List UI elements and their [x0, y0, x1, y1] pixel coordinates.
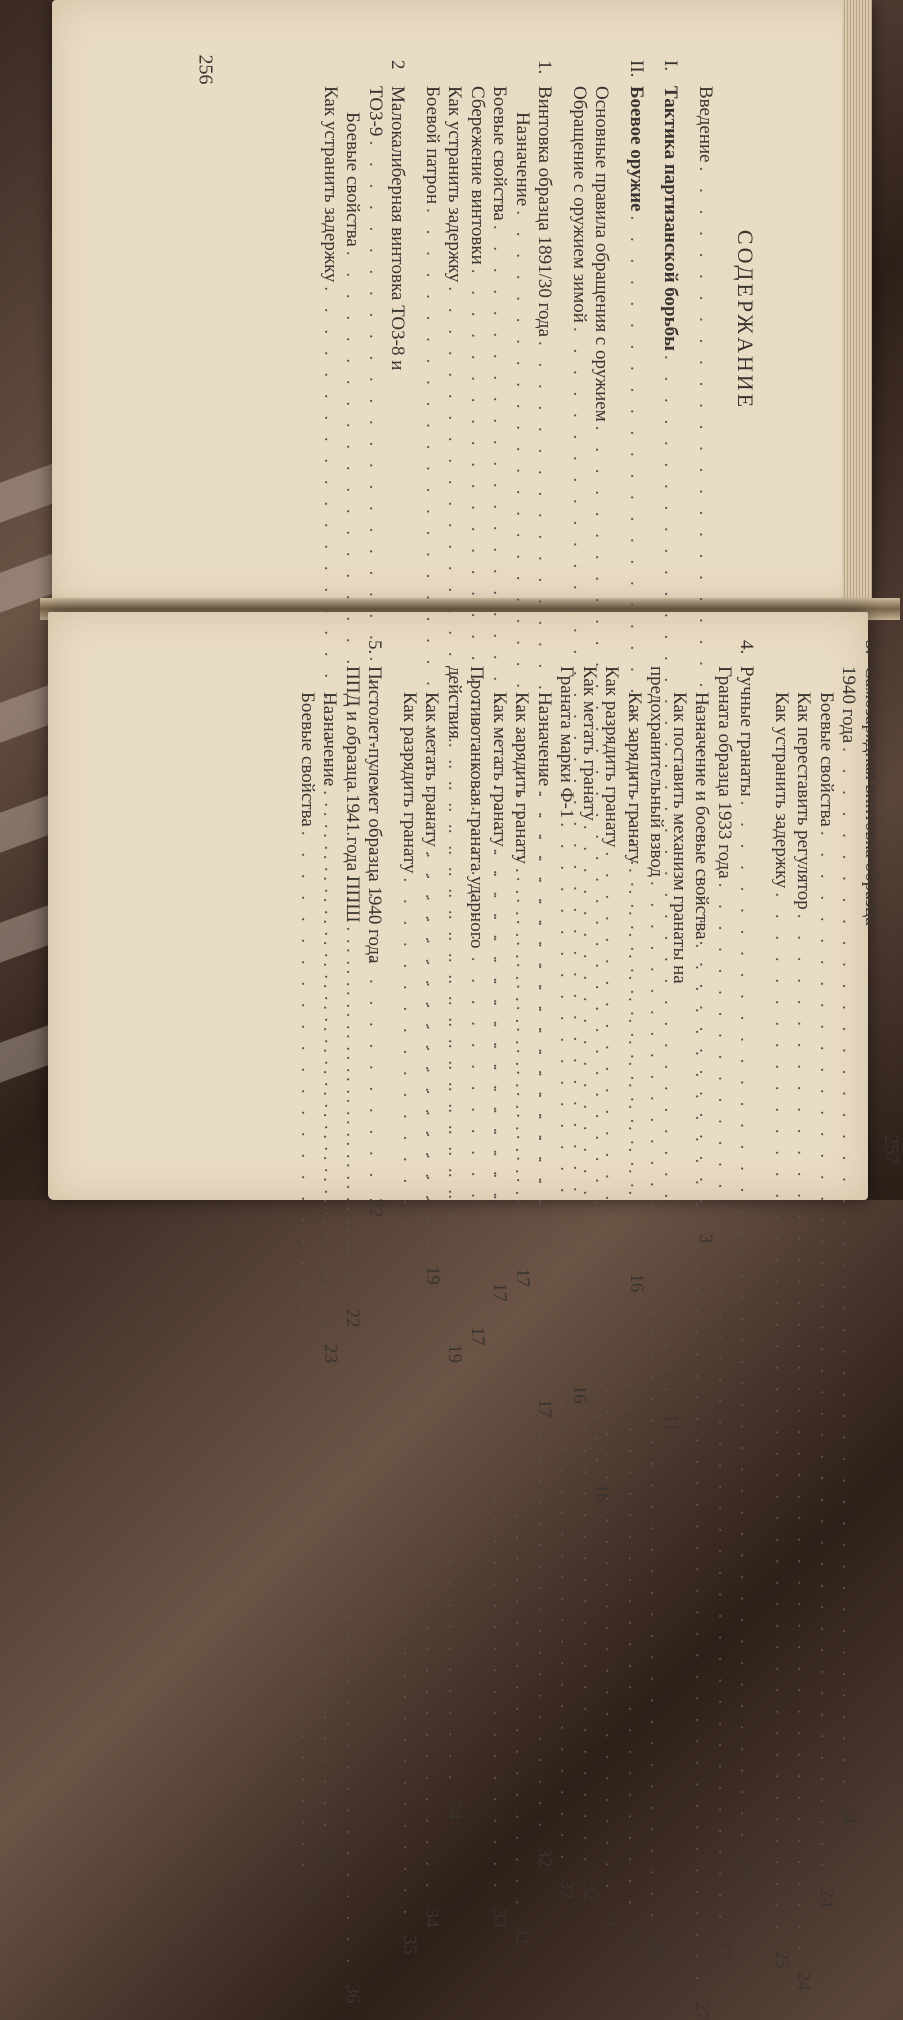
toc-entry — [815, 640, 838, 1908]
entry-page: 36 — [342, 1984, 363, 2004]
entry-page: 22 — [365, 1198, 386, 1218]
entry-title: Противотанковая граната ударного — [466, 666, 488, 949]
entry-title: Как зарядить гранату — [511, 692, 533, 864]
leader-dots — [510, 864, 533, 1915]
entry-title: Боевые свойства — [342, 112, 364, 247]
entry-title: Как метать гранату — [489, 692, 510, 847]
leader-dots — [578, 821, 601, 1872]
leader-dots — [296, 827, 319, 1878]
entry-title: Тактика партизанской борьбы — [660, 86, 682, 351]
toc-entry — [690, 640, 713, 2020]
entry-title: Винтовка образца 1891/30 года — [534, 86, 556, 338]
leader-dots — [488, 847, 511, 1898]
entry-title: Ручные гранаты — [736, 666, 758, 797]
leader-dots — [318, 786, 341, 1837]
entry-page: 36 — [319, 1848, 341, 1868]
entry-number: 5. — [364, 640, 386, 655]
toc-entry — [860, 640, 883, 1180]
entry-number: I. — [660, 60, 682, 72]
toc-entry — [363, 640, 386, 1180]
entry-page: 19 — [444, 1344, 466, 1364]
toc-entry — [555, 640, 578, 1900]
leader-dots — [398, 873, 421, 1924]
entry-page: 31 — [601, 1909, 623, 1929]
entry-title: Основные правила обращения с оружием — [591, 86, 613, 422]
entry-title: Боевые свойства — [297, 692, 318, 827]
leader-dots — [735, 797, 758, 1848]
entry-title: Боевые свойства — [489, 86, 511, 221]
leader-dots — [690, 940, 713, 1991]
leader-dots — [837, 743, 860, 1794]
entry-title-cont: ППД и образца 1941 года ППШ — [342, 666, 363, 923]
toc-entry — [386, 60, 409, 580]
leader-dots — [443, 739, 466, 1790]
leader-dots — [645, 877, 668, 1928]
entry-title: Как метать гранату — [421, 692, 443, 847]
entry-title: Как метать гранату — [579, 666, 600, 821]
entry-page: 32 — [556, 1880, 578, 1900]
entry-page: 27 — [736, 1858, 758, 1878]
leader-dots — [770, 888, 793, 1939]
page-edge — [842, 0, 872, 610]
entry-page: 37 — [297, 1888, 318, 1908]
right-page-number: 257 — [880, 1134, 903, 1165]
entry-page: 35 — [399, 1935, 420, 1955]
leader-dots — [713, 879, 736, 1930]
entry-title: Назначение — [319, 692, 341, 787]
entry-title: Пистолет-пулемет образца 1940 года — [364, 666, 386, 964]
entry-title-cont: предохранительный взвод — [646, 666, 668, 877]
entry-page: 32 — [534, 1848, 555, 1868]
toc-entry — [713, 640, 736, 1960]
toc-entry — [296, 640, 319, 1908]
toc-entry — [398, 640, 421, 1955]
entry-title: Назначение и боевые свойства — [691, 692, 713, 940]
entry-page: 32 — [511, 1925, 533, 1945]
entry-title: Обращение с оружием зимой — [569, 86, 590, 323]
entry-title: Самозарядная винтовка образца — [861, 666, 882, 926]
entry-number: 4. — [736, 640, 758, 655]
toc-entry — [792, 640, 815, 1991]
entry-page: 22 — [342, 1308, 364, 1328]
entry-page: 27 — [714, 1940, 735, 1960]
entry-page: 19 — [422, 1265, 443, 1285]
entry-page: 24 — [793, 1971, 815, 1991]
entry-title: Введение — [695, 86, 716, 163]
entry-page: 17 — [512, 1268, 533, 1288]
entry-title: Назначение — [512, 112, 533, 207]
open-book — [40, 0, 903, 2020]
entry-title: Как устранить задержку — [444, 86, 466, 283]
entry-title: Как переставить регулятор — [793, 692, 815, 910]
leader-dots — [555, 818, 578, 1869]
entry-page: 34 — [421, 1908, 443, 1928]
entry-title-cont: ТОЗ-9 — [365, 86, 386, 137]
toc-title: СОДЕРЖАНИЕ — [733, 229, 758, 411]
entry-number: 2 — [387, 60, 409, 70]
leader-dots — [533, 786, 556, 1837]
entry-title: Боевой патрон — [422, 86, 443, 205]
entry-page: 17 — [467, 1326, 488, 1346]
toc-entry-cont — [837, 640, 860, 1824]
entry-title: Малокалиберная винтовка ТОЗ-8 и — [387, 86, 409, 371]
entry-page: 33 — [489, 1908, 510, 1928]
toc-entry — [770, 640, 793, 1970]
entry-title: Сбережение винтовки — [467, 86, 488, 265]
entry-page: 3 — [695, 1233, 716, 1244]
entry-number: 1. — [534, 60, 556, 75]
entry-title-cont: действия — [444, 666, 465, 739]
entry-page: 16 — [569, 1384, 590, 1404]
toc-entry — [465, 640, 488, 1180]
entry-page: 24 — [816, 1888, 837, 1908]
toc-entry — [735, 640, 758, 1878]
entry-title: Как поставить механизм гранаты на — [669, 692, 690, 984]
entry-page: 25 — [771, 1950, 792, 1970]
entry-title: Назначение — [534, 692, 555, 787]
leader-dots — [600, 847, 623, 1898]
entry-title-cont: 1940 года — [838, 666, 860, 744]
entry-title: Как устранить задержку — [320, 86, 341, 283]
entry-title: Боевые свойства — [816, 692, 837, 827]
entry-page: 32 — [579, 1882, 600, 1902]
entry-page: 11 — [660, 1413, 682, 1432]
entry-page: 31 — [624, 1925, 645, 1945]
entry-number: II. — [626, 60, 647, 78]
leader-dots — [420, 847, 443, 1898]
entry-page: 29 — [646, 1938, 668, 1958]
entry-page: 17 — [534, 1398, 556, 1418]
leader-dots — [623, 864, 646, 1915]
entry-page: 24 — [838, 1804, 860, 1824]
entry-title: Граната марки Ф-1 — [556, 666, 578, 819]
entry-page: 16 — [626, 1273, 647, 1293]
toc-entry-cont — [645, 640, 668, 1958]
entry-page: 34 — [444, 1800, 465, 1820]
entry-title: Граната образца 1933 года — [714, 666, 735, 879]
entry-page: 27 — [691, 2001, 713, 2020]
entry-page: 17 — [489, 1282, 511, 1302]
entry-number: 3. — [861, 640, 882, 655]
leader-dots — [341, 923, 364, 1974]
entry-title: Как устранить задержку — [771, 692, 792, 889]
entry-title: Боевое оружие — [626, 86, 647, 212]
entry-title: Как разрядить гранату — [601, 666, 623, 848]
leader-dots — [792, 910, 815, 1961]
toc-entry — [668, 640, 691, 1180]
entry-page: 23 — [320, 1344, 341, 1364]
left-page-number: 256 — [194, 54, 217, 85]
entry-title: Как разрядить гранату — [399, 692, 420, 874]
leader-dots — [815, 827, 838, 1878]
entry-title: Как зарядить гранату — [624, 692, 645, 864]
entry-page: 16 — [591, 1483, 613, 1503]
